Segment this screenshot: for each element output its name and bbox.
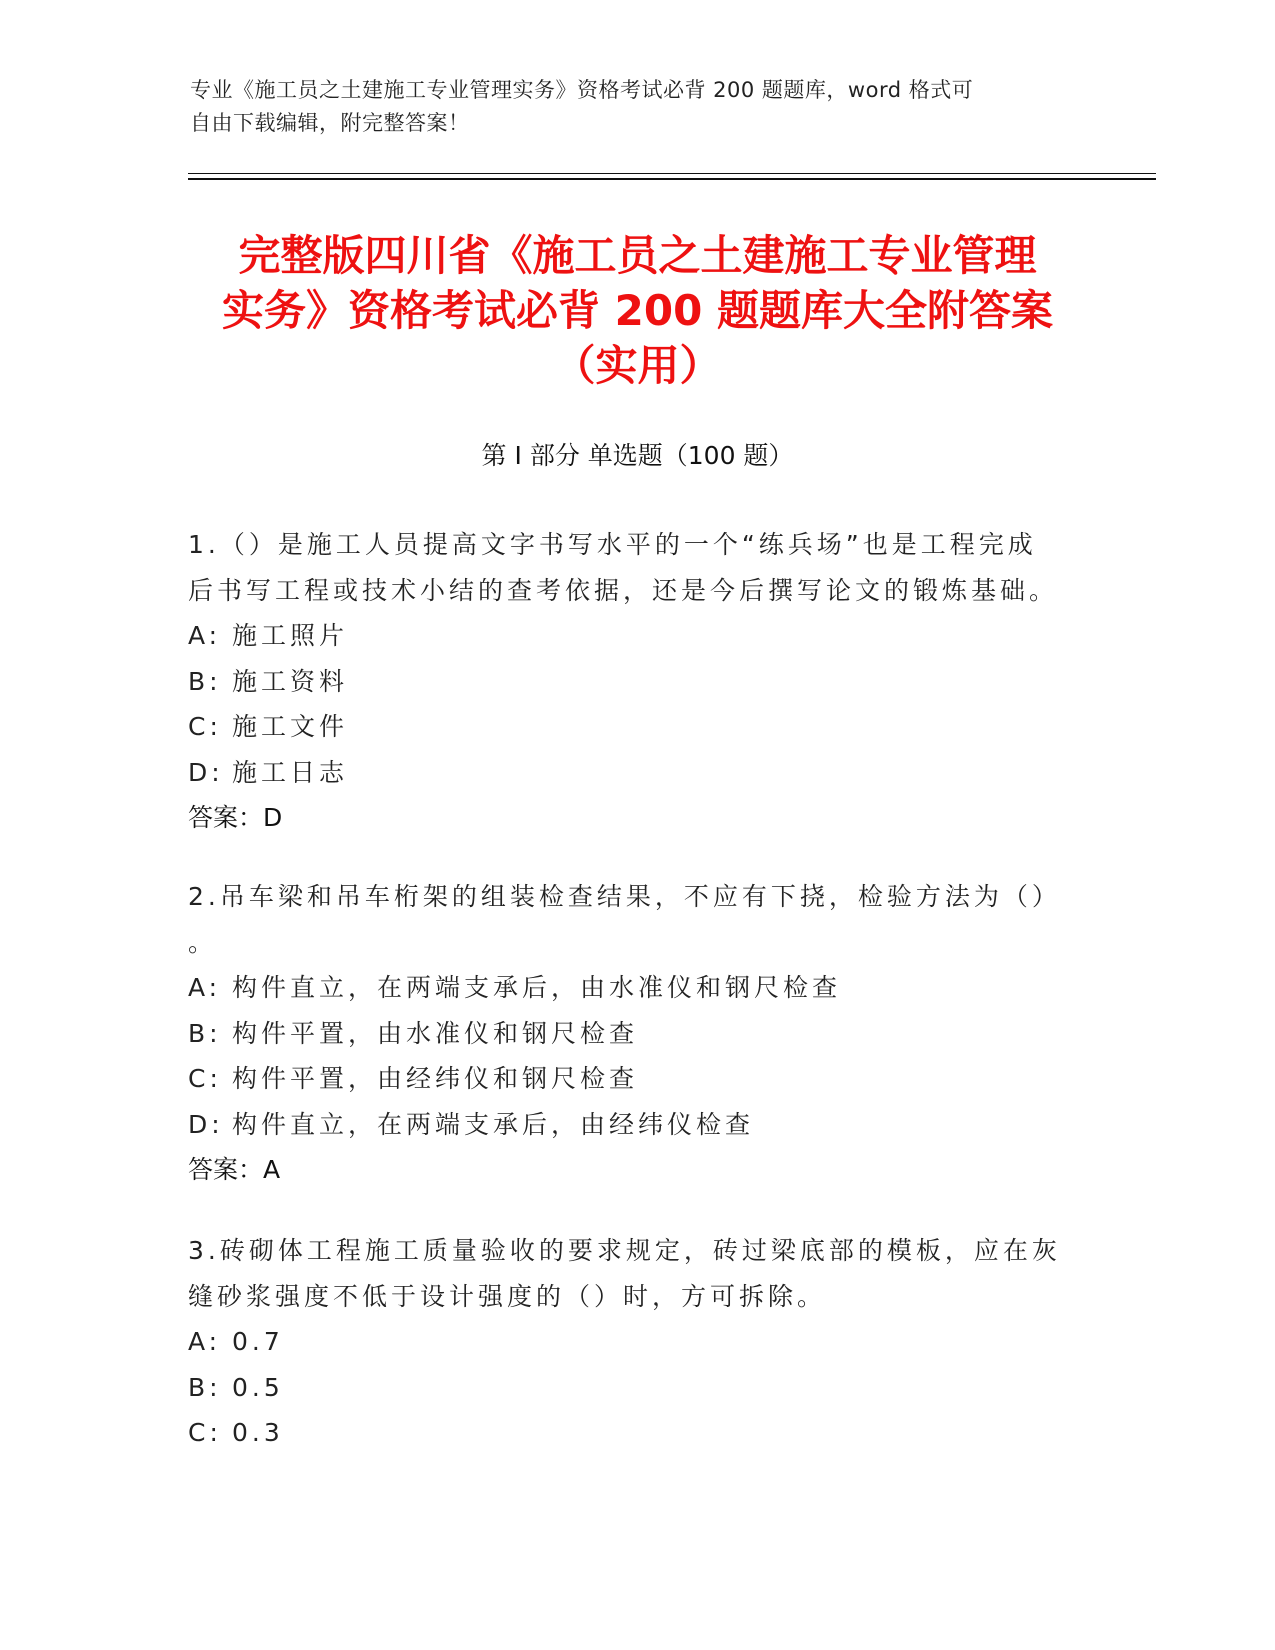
header-note-line1: 专业《施工员之土建施工专业管理实务》资格考试必背 200 题题库，word 格式可 — [190, 78, 974, 102]
option-text: 0.5 — [232, 1372, 284, 1402]
header-note-line2: 自由下载编辑，附完整答案！ — [190, 111, 470, 135]
option-c — [188, 704, 1068, 750]
question-stem: 2.吊车梁和吊车桁架的组装检查结果，不应有下挠，检验方法为（） — [188, 882, 1061, 911]
header-divider-thin — [188, 173, 1156, 174]
question-2 — [188, 874, 1068, 1193]
option-b — [188, 659, 1068, 705]
title-line1: 完整版四川省《施工员之土建施工专业管理 — [238, 231, 1037, 280]
title-line2: 实务》资格考试必背 200 题题库大全附答案 — [222, 286, 1053, 335]
option-text: 构件平置，由经纬仪和钢尺检查 — [232, 1064, 639, 1093]
option-key: D: — [188, 757, 224, 787]
document-title — [150, 228, 1125, 393]
option-d — [188, 1102, 1068, 1148]
question-stem: 后书写工程或技术小结的查考依据，还是今后撰写论文的锻炼基础。 — [188, 575, 1059, 605]
option-key: B: — [188, 1018, 222, 1048]
option-text: 施工资料 — [232, 666, 349, 696]
answer: 答案：D — [188, 803, 283, 832]
header-divider-thick — [188, 178, 1156, 180]
option-d — [188, 750, 1068, 796]
option-key: A: — [188, 1327, 222, 1356]
section-heading: 第 I 部分 单选题（100 题） — [481, 441, 794, 470]
header-note — [190, 74, 1090, 140]
question-stem: 。 — [188, 927, 218, 957]
option-a — [188, 613, 1068, 659]
option-c — [188, 1410, 1068, 1456]
question-3 — [188, 1228, 1068, 1456]
option-key: B: — [188, 666, 222, 696]
option-key: C: — [188, 1064, 222, 1093]
option-key: C: — [188, 712, 222, 741]
answer: 答案：A — [188, 1155, 281, 1184]
question-stem: 缝砂浆强度不低于设计强度的（）时，方可拆除。 — [188, 1281, 827, 1311]
option-b — [188, 1011, 1068, 1057]
option-text: 施工照片 — [232, 621, 349, 650]
option-a — [188, 1319, 1068, 1365]
question-stem: 3.砖砌体工程施工质量验收的要求规定，砖过梁底部的模板，应在灰 — [188, 1236, 1061, 1265]
option-text: 构件直立，在两端支承后，由水准仪和钢尺检查 — [232, 973, 842, 1002]
option-a — [188, 965, 1068, 1011]
question-stem: 1.（）是施工人员提高文字书写水平的一个“练兵场”也是工程完成 — [188, 530, 1037, 559]
question-1 — [188, 522, 1068, 841]
option-key: D: — [188, 1109, 224, 1139]
option-b — [188, 1365, 1068, 1411]
option-text: 施工日志 — [232, 757, 349, 787]
option-key: A: — [188, 621, 222, 650]
option-text: 施工文件 — [232, 712, 349, 741]
option-text: 0.7 — [232, 1327, 284, 1356]
option-key: B: — [188, 1372, 222, 1402]
option-text: 0.3 — [232, 1418, 284, 1447]
option-key: C: — [188, 1418, 222, 1447]
title-line3: （实用） — [553, 341, 722, 390]
option-c — [188, 1056, 1068, 1102]
option-text: 构件直立，在两端支承后，由经纬仪检查 — [232, 1109, 755, 1139]
option-key: A: — [188, 973, 222, 1002]
option-text: 构件平置，由水准仪和钢尺检查 — [232, 1018, 639, 1048]
